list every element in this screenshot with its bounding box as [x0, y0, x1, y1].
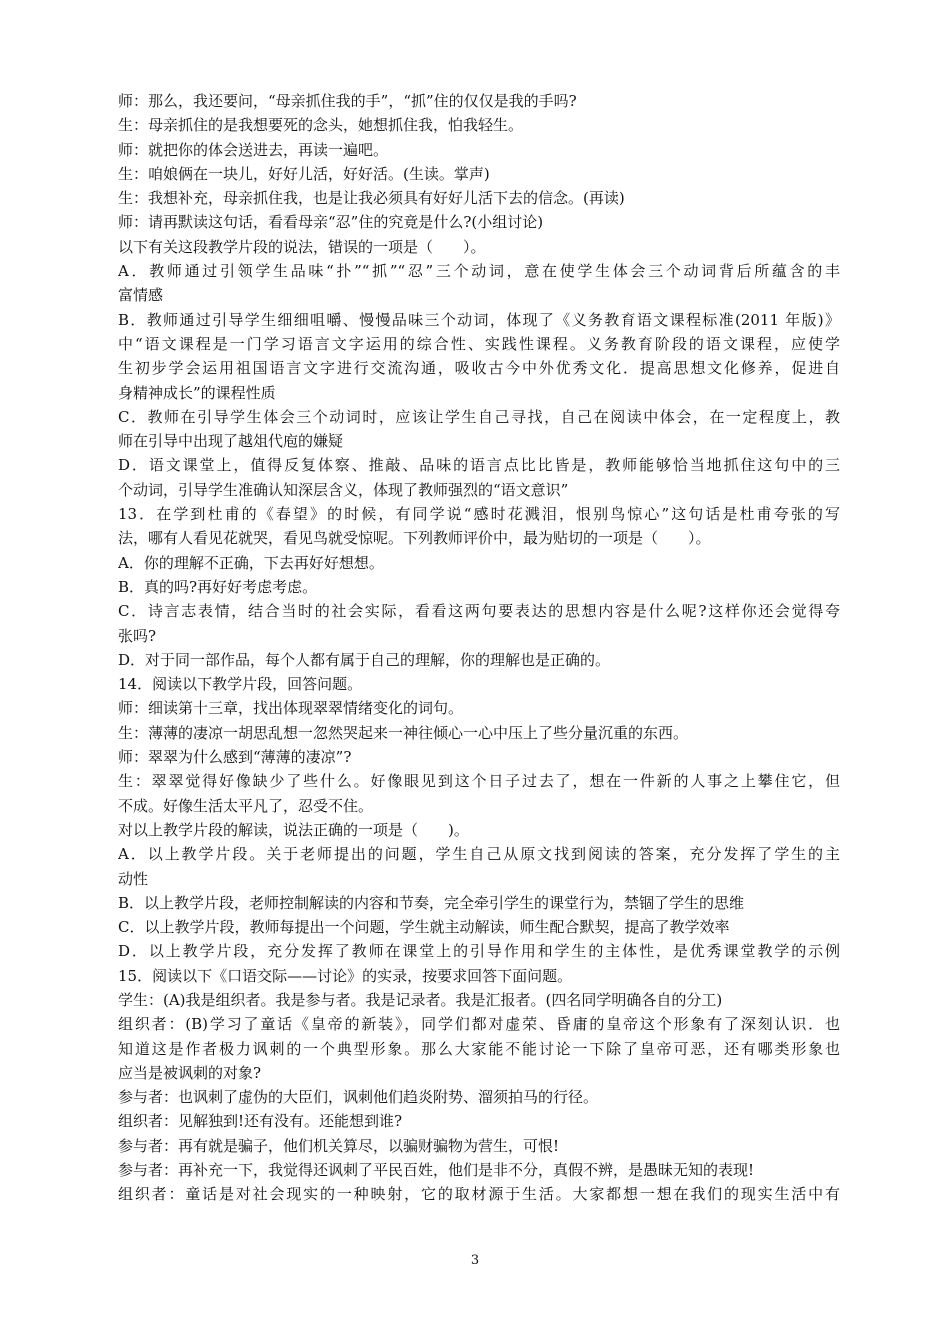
text-line: 富情感: [118, 286, 164, 305]
text-line: 身精神成长”的课程性质: [118, 383, 276, 402]
text-line: 不成。好像生活太平凡了，忍受不住。: [118, 796, 374, 815]
text-line: 知道这是作者极力讽刺的一个典型形象。那么大家能不能讨论一下除了皇帝可恶，还有哪类形象也: [118, 1039, 840, 1058]
text-line: 生：我想补充，母亲抓住我，也是让我必须具有好好儿活下去的信念。(再读): [118, 189, 625, 208]
text-line: 13．在学到杜甫的《春望》的时候，有同学说“感时花溅泪，恨别鸟惊心”这句话是杜甫夸张的写: [118, 505, 840, 524]
text-line: D．以上教学片段，充分发挥了教师在课堂上的引导作用和学生的主体性，是优秀课堂教学的示例: [118, 942, 840, 961]
text-line: 组织者：童话是对社会现实的一种映射，它的取材源于生活。大家都想一想在我们的现实生活中有: [118, 1185, 840, 1204]
text-line: 师：那么，我还要问，“母亲抓住我的手”，“抓”住的仅仅是我的手吗?: [118, 92, 577, 110]
text-line: 师：细读第十三章，找出体现翠翠情绪变化的词句。: [118, 699, 464, 718]
text-line: 应当是被讽刺的对象?: [118, 1063, 262, 1082]
text-line: 14．阅读以下教学片段，回答问题。: [118, 675, 363, 694]
text-line: 对以上教学片段的解读，说法正确的一项是（ )。: [118, 820, 469, 839]
text-line: 生：翠翠觉得好像缺少了些什么。好像眼见到这个日子过去了，想在一件新的人事之上攀住它，但: [118, 772, 840, 791]
text-line: C．以上教学片段，教师每提出一个问题，学生就主动解读，师生配合默契，提高了教学效率: [118, 918, 730, 937]
text-line: 参与者：再补充一下，我觉得还讽刺了平民百姓，他们是非不分，真假不辨，是愚昧无知的表现!: [118, 1161, 755, 1180]
text-line: A．你的理解不正确，下去再好好想想。: [118, 553, 384, 572]
text-line: D．对于同一部作品，每个人都有属于自己的理解，你的理解也是正确的。: [118, 650, 611, 669]
text-line: 师：请再默读这句话，看看母亲“忍”住的究竟是什么?(小组讨论): [118, 213, 544, 232]
text-line: 生：母亲抓住的是我想要死的念头，她想抓住我，怕我轻生。: [118, 116, 524, 135]
text-line: 生：咱娘俩在一块儿，好好儿活，好好活。(生读。掌声): [118, 164, 490, 183]
text-line: A．教师通过引领学生品味“扑”“抓”“忍”三个动词，意在使学生体会三个动词背后所蕴含的丰: [118, 262, 840, 281]
text-line: 中“语文课程是一门学习语言文字运用的综合性、实践性课程。义务教育阶段的语文课程，应使学: [118, 334, 840, 353]
text-line: 学生：(A)我是组织者。我是参与者。我是记录者。我是汇报者。(四名同学明确各自的分工): [118, 990, 723, 1009]
text-line: A．以上教学片段。关于老师提出的问题，学生自己从原文找到阅读的答案，充分发挥了学生的主: [118, 845, 840, 864]
text-line: B．以上教学片段，老师控制解读的内容和节奏，完全牵引学生的课堂行为，禁锢了学生的思维: [118, 893, 745, 912]
text-line: 师：翠翠为什么感到“薄薄的凄凉”?: [118, 748, 352, 767]
text-line: 组织者：(B)学习了童话《皇帝的新装》，同学们都对虚荣、昏庸的皇帝这个形象有了深刻认识．也: [118, 1015, 840, 1034]
text-line: 动性: [118, 869, 149, 888]
text-line: C．教师在引导学生体会三个动词时，应该让学生自己寻找，自己在阅读中体会，在一定程度上，教: [118, 407, 840, 426]
text-line: B．教师通过引导学生细细咀嚼、慢慢品味三个动词，体现了《义务教育语文课程标准(2011 年版)》: [118, 310, 840, 329]
text-line: 师：就把你的体会送进去，再读一遍吧。: [118, 140, 389, 159]
text-line: 生初步学会运用祖国语言文字进行交流沟通，吸收古今中外优秀文化．提高思想文化修养，促进自: [118, 359, 840, 378]
text-line: 组织者：见解独到!还有没有。还能想到谁?: [118, 1112, 403, 1131]
page-number: 3: [470, 1253, 480, 1268]
text-line: 张吗?: [118, 626, 157, 645]
text-line: 参与者：也讽刺了虚伪的大臣们，讽刺他们趋炎附势、溜须拍马的行径。: [118, 1088, 599, 1107]
text-line: D．语文课堂上，值得反复体察、推敲、品味的语言点比比皆是，教师能够恰当地抓住这句中的三: [118, 456, 840, 475]
text-line: 以下有关这段教学片段的说法，错误的一项是（ ）。: [118, 237, 486, 256]
text-line: 15．阅读以下《口语交际——讨论》的实录，按要求回答下面问题。: [118, 966, 573, 985]
text-line: 参与者：再有就是骗子，他们机关算尽，以骗财骗物为营生，可恨!: [118, 1136, 560, 1155]
text-line: 师在引导中出现了越俎代庖的嫌疑: [118, 432, 344, 451]
text-line: 个动词，引导学生准确认知深层含义，体现了教师强烈的“语文意识”: [118, 480, 569, 499]
text-line: C．诗言志表情，结合当时的社会实际，看看这两句要表达的思想内容是什么呢?这样你还会觉得夸: [118, 602, 840, 621]
text-line: 生：薄薄的凄凉一胡思乱想一忽然哭起来一神往倾心一心中压上了些分量沉重的东西。: [118, 723, 689, 742]
document-body: [118, 89, 840, 1207]
text-line: 法，哪有人看见花就哭，看见鸟就受惊呢。下列教师评价中，最为贴切的一项是（ ）。: [118, 529, 711, 548]
text-line: B．真的吗?再好好考虑考虑。: [118, 577, 318, 596]
